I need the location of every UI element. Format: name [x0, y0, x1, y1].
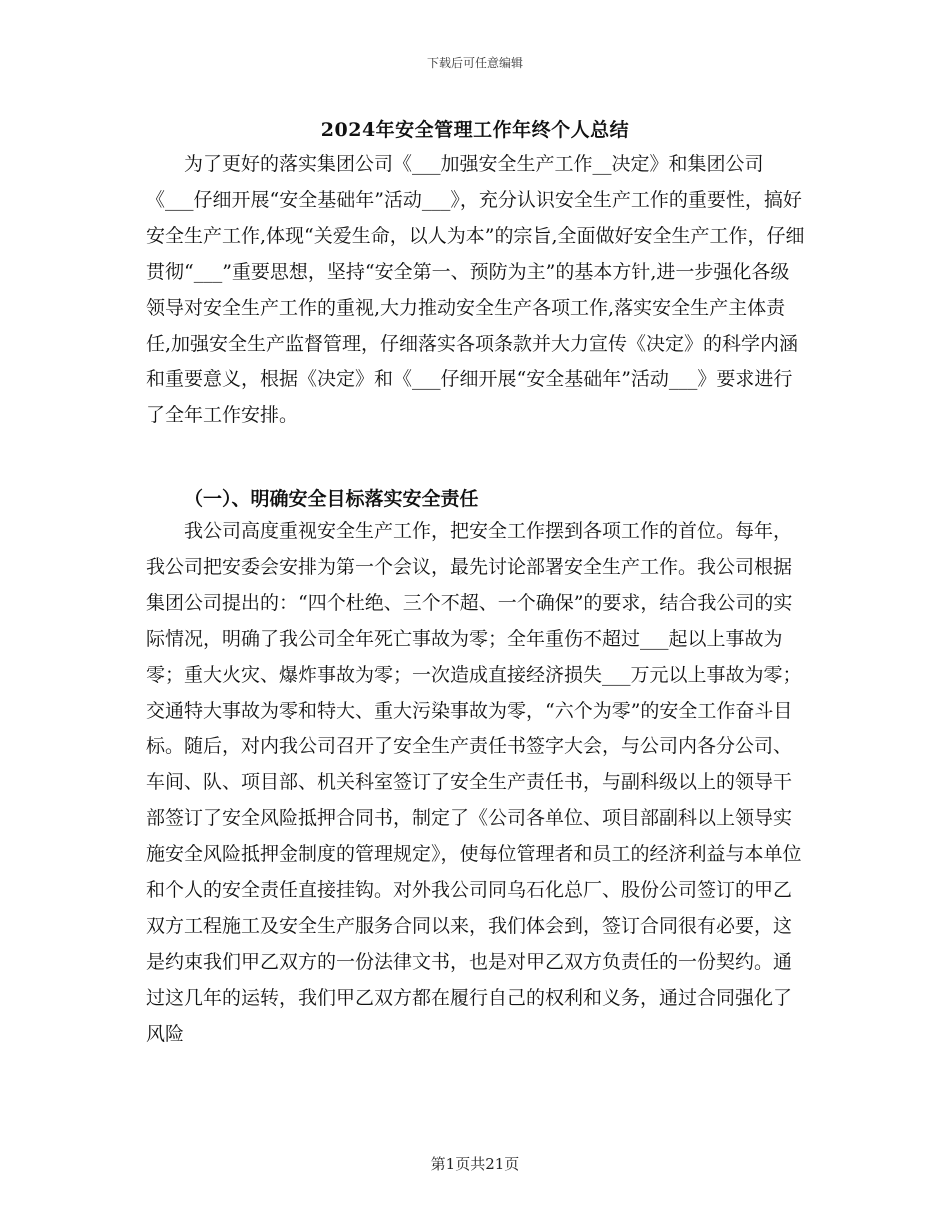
intro-paragraph: 为了更好的落实集团公司《___加强安全生产工作__决定》和集团公司《___仔细开展“安全基础年”活动___》，充分认识安全生产工作的重要性，搞好安全生产工作,体现“关爱生命，以人为本”的宗旨,全面做好安全生产工作，仔细贯彻“___”重要思想，坚持“安全第一、预防为主”的基本方针,进一步强化各级领导对安全生产工作的重视,大力推动安全生产各项工作,落实安全生产主体责任,加强安全生产监督管理，仔细落实各项条款并大力宣传《决定》的科学内涵和重要意义，根据《决定》和《___仔细开展“安全基础年”活动___》要求进行了全年工作安排。 [146, 153, 805, 427]
intro-paragraph-block [146, 147, 806, 434]
document-title: 2024年安全管理工作年终个人总结 [320, 119, 630, 141]
section-paragraph-block [146, 514, 806, 1053]
section-paragraph: 我公司高度重视安全生产工作，把安全工作摆到各项工作的首位。每年，我公司把安委会安排为第一个会议，最先讨论部署安全生产工作。我公司根据集团公司提出的：“四个杜绝、三个不超、一个确保”的要求，结合我公司的实际情况，明确了我公司全年死亡事故为零；全年重伤不超过___起以上事故为零；重大火灾、爆炸事故为零；一次造成直接经济损失___万元以上事故为零；交通特大事故为零和特大、重大污染事故为零，“六个为零”的安全工作奋斗目标。随后，对内我公司召开了安全生产责任书签字大会，与公司内各分公司、车间、队、项目部、机关科室签订了安全生产责任书，与副科级以上的领导干部签订了安全风险抵押合同书，制定了《公司各单位、项目部副科以上领导实施安全风险抵押金制度的管理规定》，使每位管理者和员工的经济利益与本单位和个人的安全责任直接挂钩。对外我公司同乌石化总厂、股份公司签订的甲乙双方工程施工及安全生产服务合同以来，我们体会到，签订合同很有必要，这是约束我们甲乙双方的一份法律文书，也是对甲乙双方负责任的一份契约。通过这几年的运转，我们甲乙双方都在履行自己的权利和义务，通过合同强化了风险 [146, 520, 802, 1045]
section-heading: （一）、明确安全目标落实安全责任 [184, 488, 479, 510]
header-note: 下载后可任意编辑 [426, 56, 523, 70]
page-number: 第1页共21页 [430, 1155, 520, 1173]
